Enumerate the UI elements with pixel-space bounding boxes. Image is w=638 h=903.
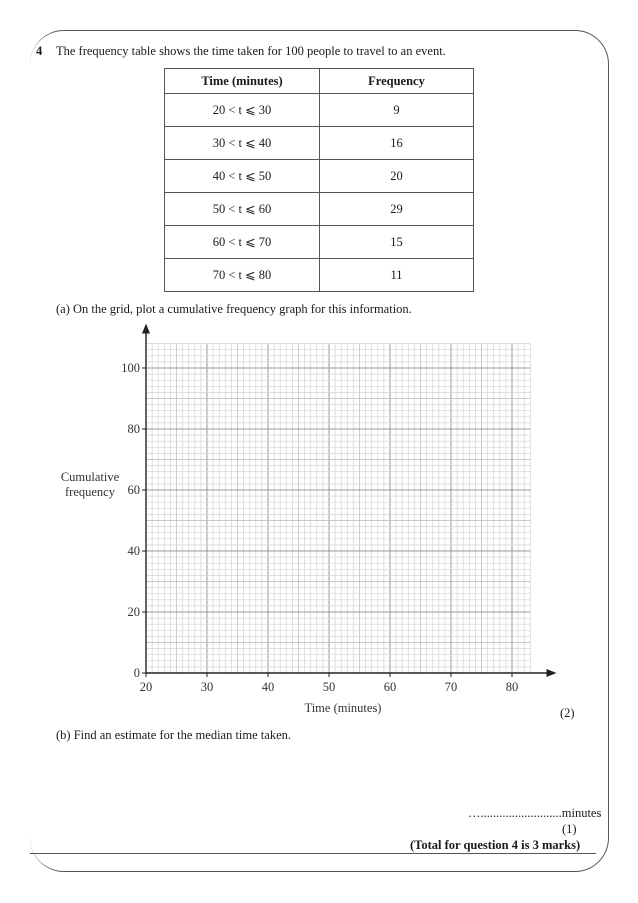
header-frequency: Frequency (320, 69, 474, 94)
x-tick-label: 40 (261, 680, 275, 694)
x-tick-label: 70 (444, 680, 458, 694)
x-axis-label: Time (minutes) (304, 701, 382, 715)
y-tick-label: 20 (127, 605, 140, 619)
y-axis-arrow (142, 324, 150, 334)
median-answer-line[interactable]: …..........................minutes (468, 806, 602, 820)
part-b-instruction: (b) Find an estimate for the median time taken. (56, 728, 291, 742)
x-axis-arrow (547, 669, 557, 677)
frequency-cell: 16 (320, 127, 474, 160)
y-tick-label: 40 (127, 544, 140, 558)
frequency-cell: 29 (320, 193, 474, 226)
part-a-instruction: (a) On the grid, plot a cumulative frequency graph for this information. (56, 302, 412, 316)
y-tick-label: 0 (133, 666, 140, 680)
part-b-marks: (1) (562, 822, 577, 836)
frequency-cell: 15 (320, 226, 474, 259)
frequency-cell: 11 (320, 259, 474, 292)
total-marks: (Total for question 4 is 3 marks) (410, 838, 581, 852)
interval-cell: 50 < t ⩽ 60 (165, 193, 320, 226)
x-tick-label: 80 (505, 680, 519, 694)
interval-cell: 70 < t ⩽ 80 (165, 259, 320, 292)
frequency-cell: 20 (320, 160, 474, 193)
y-tick-label: 100 (121, 361, 140, 375)
interval-cell: 20 < t ⩽ 30 (165, 94, 320, 127)
y-tick-label: 60 (127, 483, 140, 497)
x-tick-label: 20 (139, 680, 153, 694)
y-axis-label-line1: Cumulative (60, 469, 120, 484)
frequency-cell: 9 (320, 94, 474, 127)
y-axis-label-line2: frequency (65, 484, 115, 499)
y-tick-label: 80 (127, 422, 140, 436)
part-a-marks: (2) (560, 706, 575, 720)
bottom-rule (30, 853, 596, 854)
x-tick-label: 50 (322, 680, 336, 694)
interval-cell: 40 < t ⩽ 50 (165, 160, 320, 193)
question-text: The frequency table shows the time taken for 100 people to travel to an event. (56, 44, 446, 58)
header-time: Time (minutes) (165, 69, 320, 94)
question-number: 4 (36, 44, 43, 58)
interval-cell: 30 < t ⩽ 40 (165, 127, 320, 160)
x-tick-label: 60 (383, 680, 397, 694)
interval-cell: 60 < t ⩽ 70 (165, 226, 320, 259)
x-tick-label: 30 (200, 680, 214, 694)
